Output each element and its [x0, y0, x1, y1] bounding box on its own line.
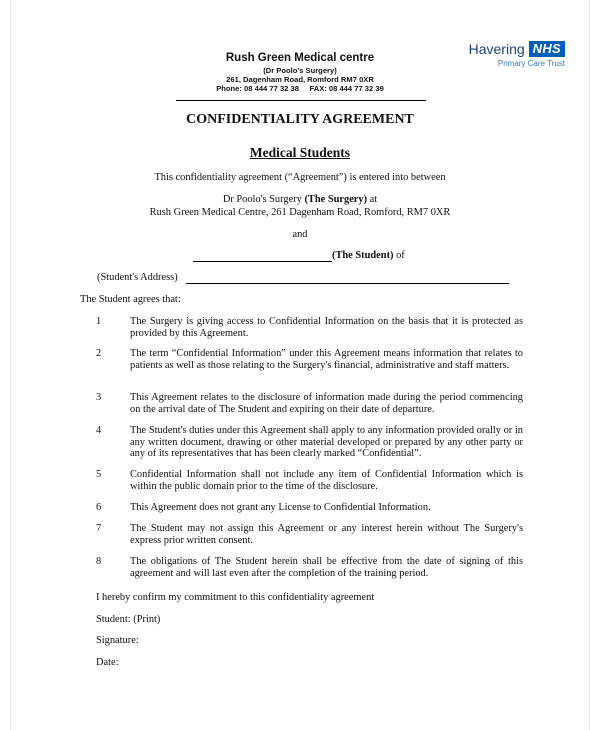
surgery-role: (The Surgery)	[304, 194, 368, 205]
clause-number: 4	[96, 425, 102, 436]
nhs-badge: NHS	[529, 41, 565, 57]
student-address-field[interactable]	[186, 272, 509, 284]
surgery-name: Dr Poolo's Surgery	[222, 194, 305, 205]
clause-number: 3	[96, 392, 102, 403]
signature-label: Signature:	[96, 635, 139, 646]
practice-phone: Phone: 08 444 77 32 38 FAX: 08 444 77 32 39	[216, 84, 384, 93]
document-title: CONFIDENTIALITY AGREEMENT	[186, 112, 414, 127]
clause-text: The Student's duties under this Agreement shall apply to any information provided orally or in any written document, drawing or other material developed or prepared by any other party or any of its representatives that has been clearly marked “Confidential”.	[130, 425, 523, 460]
surgery-at: at	[367, 194, 378, 205]
student-of: of	[393, 250, 405, 261]
student-name-field[interactable]	[193, 250, 332, 262]
clause-number: 6	[96, 502, 102, 513]
clause-text: The term “Confidential Information” under this Agreement means information that relates to patients as well as those relating to the Surgery's financial, administrative and staff matters.	[130, 348, 523, 371]
confirm-text: I hereby confirm my commitment to this confidentiality agreement	[96, 592, 375, 603]
and-text: and	[292, 229, 308, 240]
document-subtitle: Medical Students	[249, 145, 351, 160]
practice-address: 261, Dagenham Road, Romford RM7 0XR	[226, 75, 374, 84]
intro-text: This confidentiality agreement (“Agreement”) is entered into between	[154, 172, 446, 183]
nhs-logo	[450, 41, 565, 68]
student-role: (The Student)	[332, 250, 394, 261]
clause-number: 7	[96, 523, 102, 534]
clause-number: 2	[96, 348, 102, 359]
address-label: (Student's Address)	[97, 272, 178, 283]
surgery-address: Rush Green Medical Centre, 261 Dagenham Road, Romford, RM7 0XR	[149, 207, 451, 218]
clause-number: 8	[96, 556, 102, 567]
clause-text: The Student may not assign this Agreement or any interest herein without The Surgery's express prior written consent.	[130, 523, 523, 546]
practice-subtitle: (Dr Poolo's Surgery)	[263, 66, 337, 75]
clause-text: The obligations of The Student herein shall be effective from the date of signing of this agreement and will last even after the completion of the training period.	[130, 556, 523, 579]
clause-text: The Surgery is giving access to Confidential Information on the basis that it is protected as provided by this Agreement.	[130, 316, 523, 339]
surgery-line	[0, 193, 600, 206]
print-name-label: Student: (Print)	[96, 614, 161, 625]
clause-text: This Agreement relates to the disclosure of information made during the period commencing on the arrival date of The Student and expiring on their date of departure.	[130, 392, 523, 415]
agrees-text: The Student agrees that:	[80, 294, 181, 305]
header-rule	[176, 100, 426, 101]
logo-org-name: Havering	[468, 41, 525, 57]
clause-text: This Agreement does not grant any License to Confidential Information.	[130, 502, 431, 513]
student-label	[332, 249, 405, 262]
date-label: Date:	[96, 657, 119, 668]
clause-number: 1	[96, 316, 102, 327]
clause-text: Confidential Information shall not include any item of Confidential Information which is within the public domain prior to the time of the disclosure.	[130, 469, 523, 492]
clause-number: 5	[96, 469, 102, 480]
practice-name: Rush Green Medical centre	[225, 52, 375, 64]
logo-trust-name: Primary Care Trust	[497, 59, 565, 68]
